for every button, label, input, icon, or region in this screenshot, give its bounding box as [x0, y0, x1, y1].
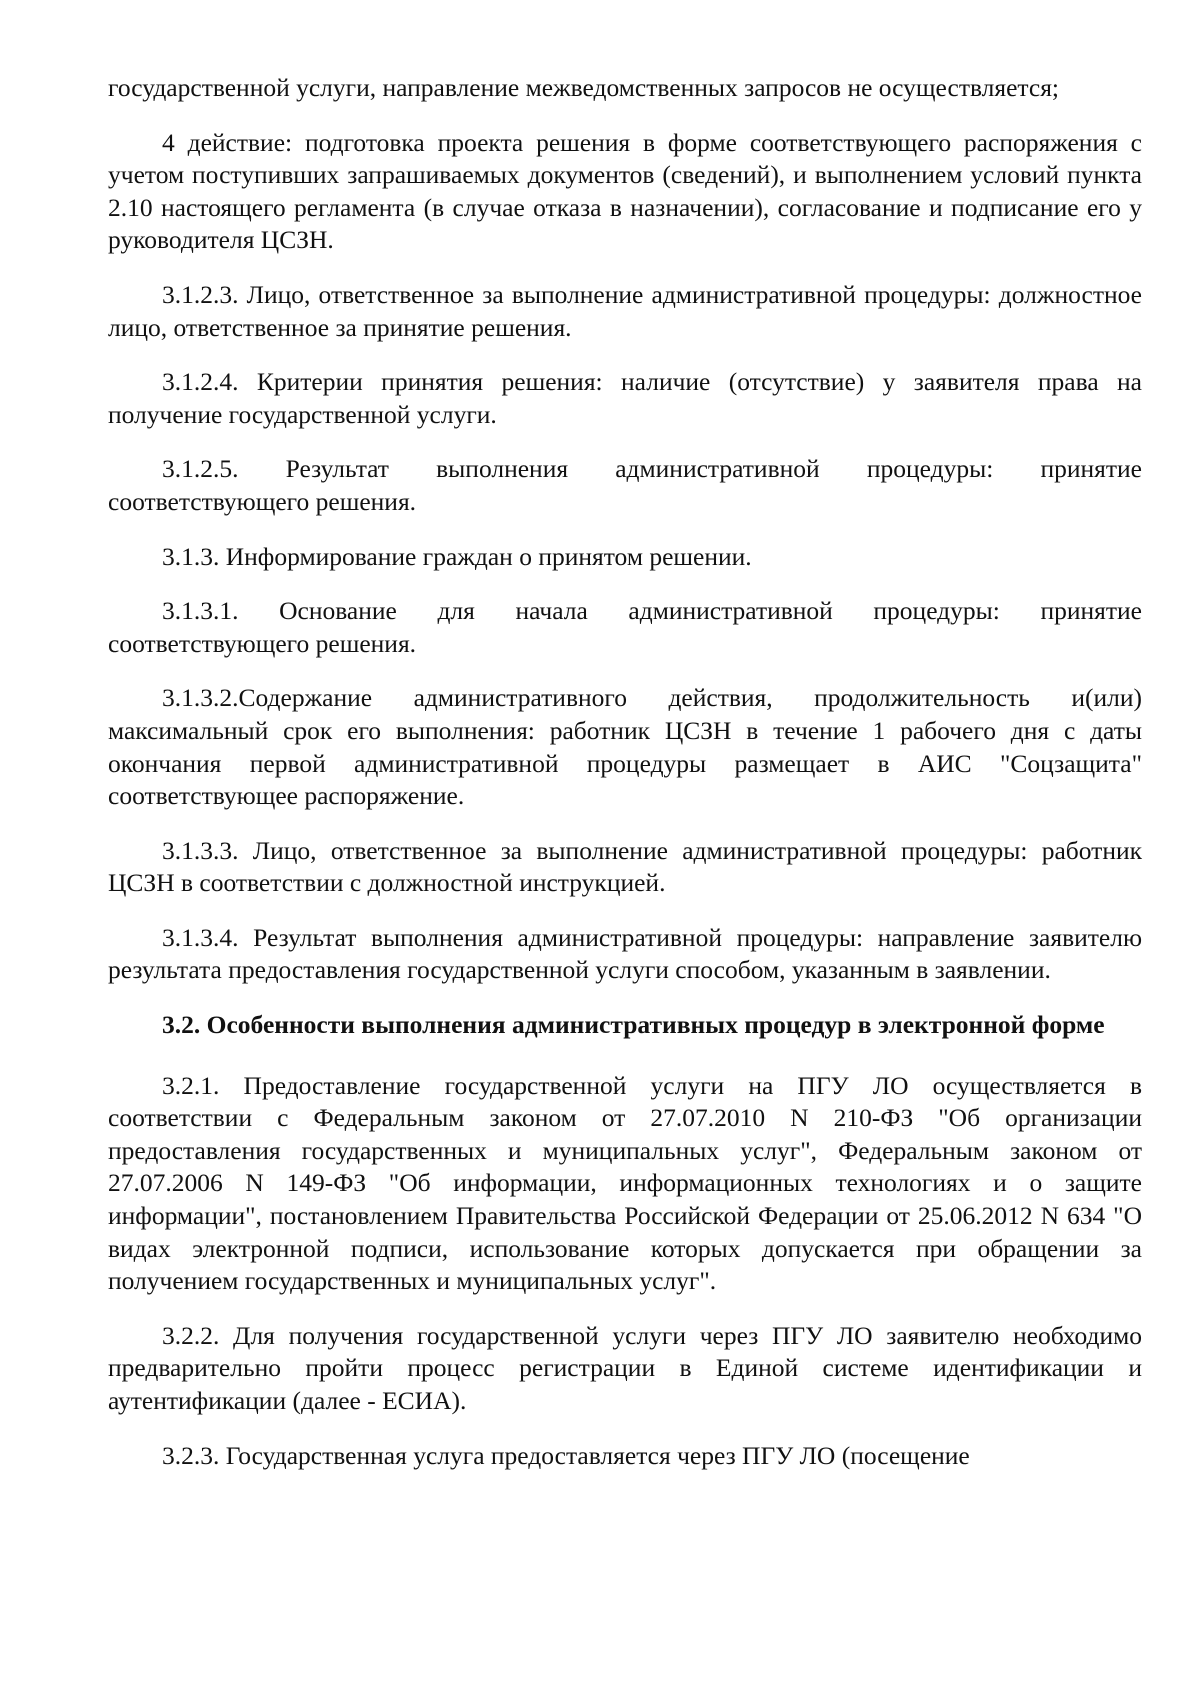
paragraph-3-1-2-4: 3.1.2.4. Критерии принятия решения: наличие (отсутствие) у заявителя права на получение государственной услуги. — [108, 367, 1142, 429]
paragraph-3-1-3-2: 3.1.3.2.Содержание административного действия, продолжительность и(или) максимальный срок его выполнения: работник ЦСЗН в течение 1 рабочего дня с даты окончания первой административной процедуры размещает в АИС "Соцзащита" соответствующее распоряжение. — [108, 683, 1142, 811]
document-page — [108, 72, 1142, 1494]
paragraph-continuation: государственной услуги, направление межведомственных запросов не осуществляется; — [108, 73, 1060, 102]
paragraph-3-2-3: 3.2.3. Государственная услуга предоставляется через ПГУ ЛО (посещение — [162, 1440, 970, 1470]
paragraph-3-1-3-4: 3.1.3.4. Результат выполнения административной процедуры: направление заявителю результата предоставления государственной услуги способом, указанным в заявлении. — [108, 922, 1142, 985]
section-heading-3-2: 3.2. Особенности выполнения административных процедур в электронной форме — [162, 1010, 1105, 1040]
paragraph-3-1-3-1: 3.1.3.1. Основание для начала административной процедуры: принятие соответствующего решения. — [108, 596, 1142, 658]
paragraph-3-1-3-3: 3.1.3.3. Лицо, ответственное за выполнение административной процедуры: работник ЦСЗН в соответствии с должностной инструкцией. — [108, 835, 1142, 898]
paragraph-3-1-2-5: 3.1.2.5. Результат выполнения административной процедуры: принятие соответствующего решения. — [108, 454, 1142, 516]
paragraph-3-2-1: 3.2.1. Предоставление государственной услуги на ПГУ ЛО осуществляется в соответствии с Федеральным законом от 27.07.2010 N 210-ФЗ "Об организации предоставления государственных и муниципальных услуг", Федеральным законом от 27.07.2006 N 149-ФЗ "Об информации, информационных технологиях и о защите информации", постановлением Правительства Российской Федерации от 25.06.2012 N 634 "О видах электронной подписи, использование которых допускается при обращении за получением государственных и муниципальных услуг". — [108, 1070, 1142, 1296]
paragraph-3-1-2-3: 3.1.2.3. Лицо, ответственное за выполнение административной процедуры: должностное лицо, ответственное за принятие решения. — [108, 279, 1142, 342]
paragraph-3-1-3: 3.1.3. Информирование граждан о принятом решении. — [162, 541, 752, 571]
paragraph-3-2-2: 3.2.2. Для получения государственной услуги через ПГУ ЛО заявителю необходимо предварительно пройти процесс регистрации в Единой системе идентификации и аутентификации (далее - ЕСИА). — [108, 1320, 1142, 1415]
paragraph-action-4: 4 действие: подготовка проекта решения в форме соответствующего распоряжения с учетом поступивших запрашиваемых документов (сведений), и выполнением условий пункта 2.10 настоящего регламента (в случае отказа в назначении), согласование и подписание его у руководителя ЦСЗН. — [108, 127, 1142, 255]
